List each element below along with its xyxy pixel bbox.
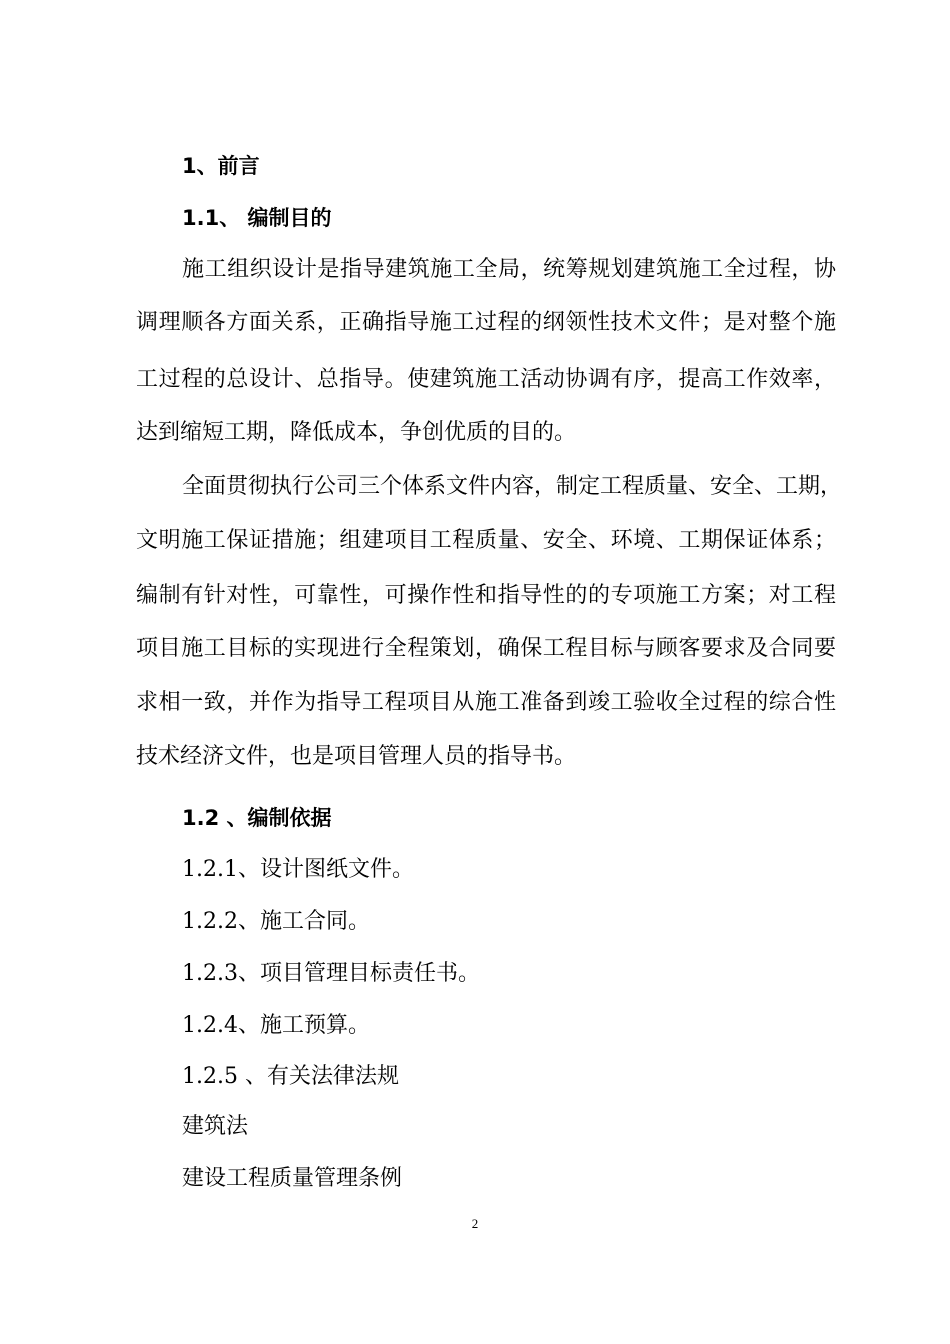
basis-list-item: 1.2.5 、有关法律法规: [182, 1064, 399, 1089]
paragraph-line: 技术经济文件，也是项目管理人员的指导书。: [136, 744, 577, 769]
subsection-heading-basis: 1.2 、编制依据: [182, 806, 332, 830]
basis-list-item: 1.2.3、项目管理目标责任书。: [182, 961, 480, 986]
subsection-heading-purpose: 1.1、 编制目的: [182, 206, 332, 230]
basis-list-item: 建筑法: [182, 1114, 249, 1139]
basis-list-item: 1.2.4、施工预算。: [182, 1013, 370, 1038]
paragraph-line: 达到缩短工期，降低成本，争创优质的目的。: [136, 420, 577, 445]
paragraph-line: 求相一致，并作为指导工程项目从施工准备到竣工验收全过程的综合性: [136, 690, 836, 715]
paragraph-line: 全面贯彻执行公司三个体系文件内容，制定工程质量、安全、工期，: [182, 474, 843, 499]
section-heading-preface: 1、前言: [182, 154, 260, 178]
basis-list-item: 1.2.2、施工合同。: [182, 909, 370, 934]
page-number: 2: [471, 1216, 479, 1231]
paragraph-line: 项目施工目标的实现进行全程策划，确保工程目标与顾客要求及合同要: [136, 636, 836, 661]
paragraph-line: 文明施工保证措施；组建项目工程质量、安全、环境、工期保证体系；: [136, 528, 836, 553]
basis-list-item: 1.2.1、设计图纸文件。: [182, 857, 414, 882]
paragraph-line: 工过程的总设计、总指导。使建筑施工活动协调有序，提高工作效率，: [136, 367, 836, 392]
paragraph-line: 调理顺各方面关系，正确指导施工过程的纲领性技术文件；是对整个施: [136, 310, 836, 335]
paragraph-line: 施工组织设计是指导建筑施工全局，统筹规划建筑施工全过程，协: [182, 257, 836, 282]
paragraph-line: 编制有针对性，可靠性，可操作性和指导性的的专项施工方案；对工程: [136, 583, 836, 608]
basis-list-item: 建设工程质量管理条例: [182, 1166, 403, 1191]
